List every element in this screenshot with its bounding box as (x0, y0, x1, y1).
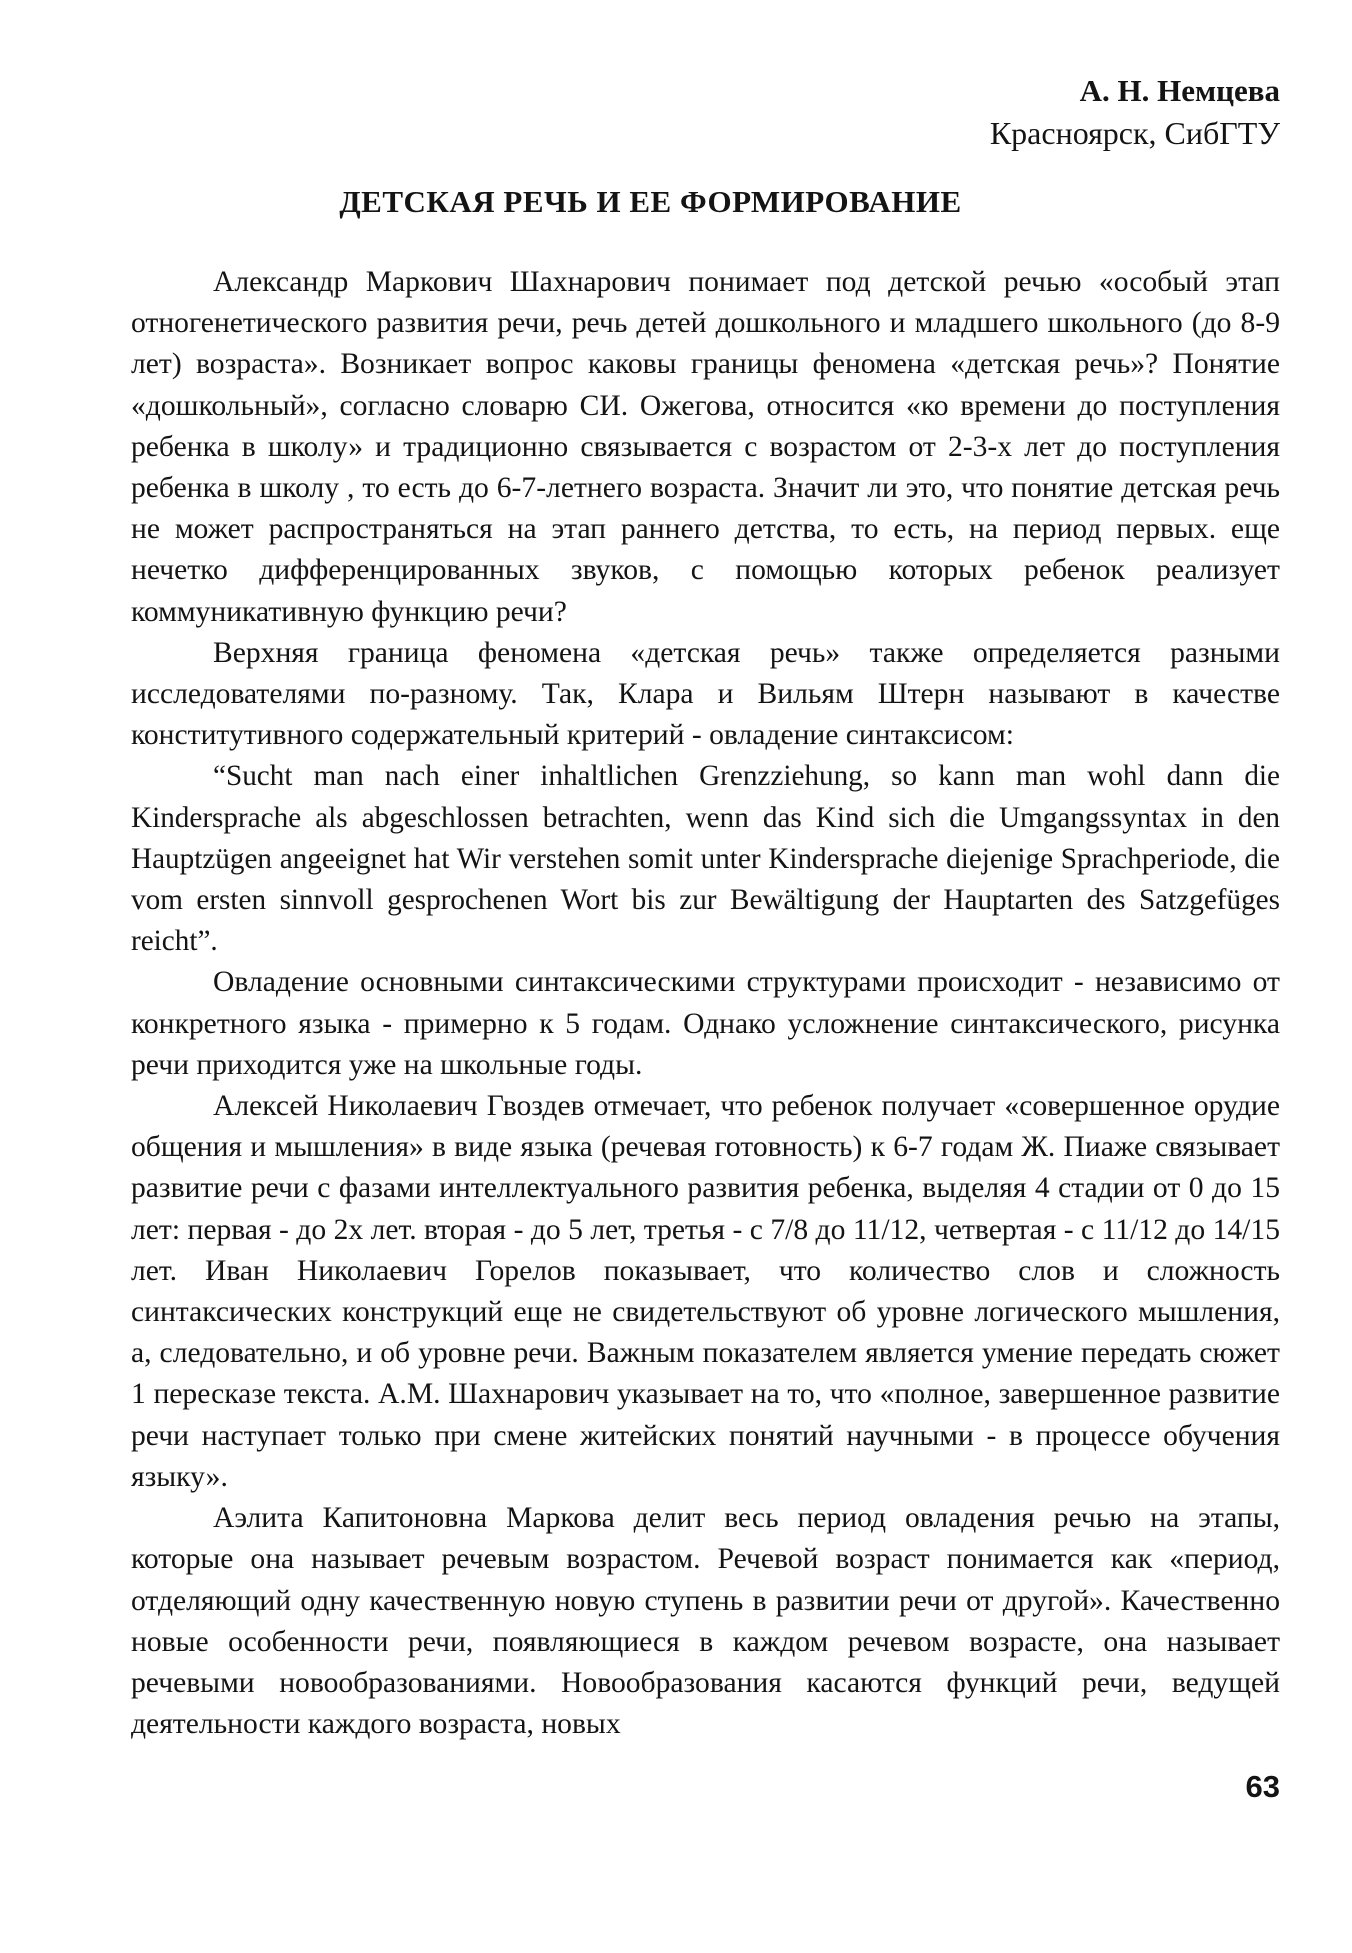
article-title: ДЕТСКАЯ РЕЧЬ И ЕЕ ФОРМИРОВАНИЕ (339, 184, 962, 219)
article-body (131, 262, 1280, 1745)
author-affiliation: Красноярск, СибГТУ (989, 115, 1280, 151)
author-block (131, 70, 1280, 154)
paragraph: Верхняя граница феномена «детская речь» также определяется разными исследователями по-разному. Так, Клара и Вильям Штерн называют в качестве конститутивного содержательный критерий - овладение синтаксисом: (131, 636, 1280, 752)
paragraph: Аэлита Капитоновна Маркова делит весь период овладения речью на этапы, которые она называет речевым возрастом. Речевой возраст понимается как «период, отделяющий одну качественную новую ступень в развитии речи от другой». Качественно новые особенности речи, появляющиеся в каждом речевом возрасте, она называет речевыми новообразованиями. Новообразования касаются функций речи, ведущей деятельности каждого возраста, новых (131, 1502, 1280, 1741)
article-page (131, 70, 1280, 1745)
author-name: А. Н. Немцева (1079, 73, 1280, 108)
page-number: 63 (1245, 1769, 1280, 1804)
quote-paragraph: “Sucht man nach einer inhaltlichen Grenzziehung, so kann man wohl dann die Kindersprache als abgeschlossen betrachten, wenn das Kind sich die Umgangssyntax in den Hauptzügen angeeignet hat Wir verstehen somit unter Kindersprache diejenige Sprachperiode, die vom ersten sinnvoll gesprochenen Wort bis zur Bewältigung der Hauptarten des Satzgefüges reicht”. (131, 760, 1280, 958)
paragraph: Овладение основными синтаксическими структурами происходит - независимо от конкретного языка - примерно к 5 годам. Однако усложнение синтаксического, рисунка речи приходится уже на школьные годы. (131, 966, 1280, 1081)
paragraph: Алексей Николаевич Гвоздев отмечает, что ребенок получает «совершенное орудие общения и мышления» в виде языка (речевая готовность) к 6-7 годам Ж. Пиаже связывает развитие речи с фазами интеллектуального развития ребенка, выделяя 4 стадии от 0 до 15 лет: первая - до 2х лет. вторая - до 5 лет, третья - с 7/8 до 11/12, четвертая - с 11/12 до 14/15 лет. Иван Николаевич Горелов показывает, что количество слов и сложность синтаксических конструкций еще не свидетельствуют об уровне логического мышления, а, следовательно, и об уровне речи. Важным показателем является умение передать сюжет 1 пересказе текста. А.М. Шахнарович указывает на то, что «полное, завершенное развитие речи наступает только при смене житейских понятий научными - в процессе обучения языку». (131, 1090, 1280, 1493)
paragraph: Александр Маркович Шахнарович понимает под детской речью «особый этап отногенетического развития речи, речь детей дошкольного и младшего школьного (до 8-9 лет) возраста». Возникает вопрос каковы границы феномена «детская речь»? Понятие «дошкольный», согласно словарю СИ. Ожегова, относится «ко времени до поступления ребенка в школу» и традиционно связывается с возрастом от 2-3-х лет до поступления ребенка в школу , то есть до 6-7-летнего возраста. Значит ли это, что понятие детская речь не может распространяться на этап раннего детства, то есть, на период первых. еще нечетко дифференцированных звуков, с помощью которых ребенок реализует коммуникативную функцию речи? (131, 266, 1280, 628)
